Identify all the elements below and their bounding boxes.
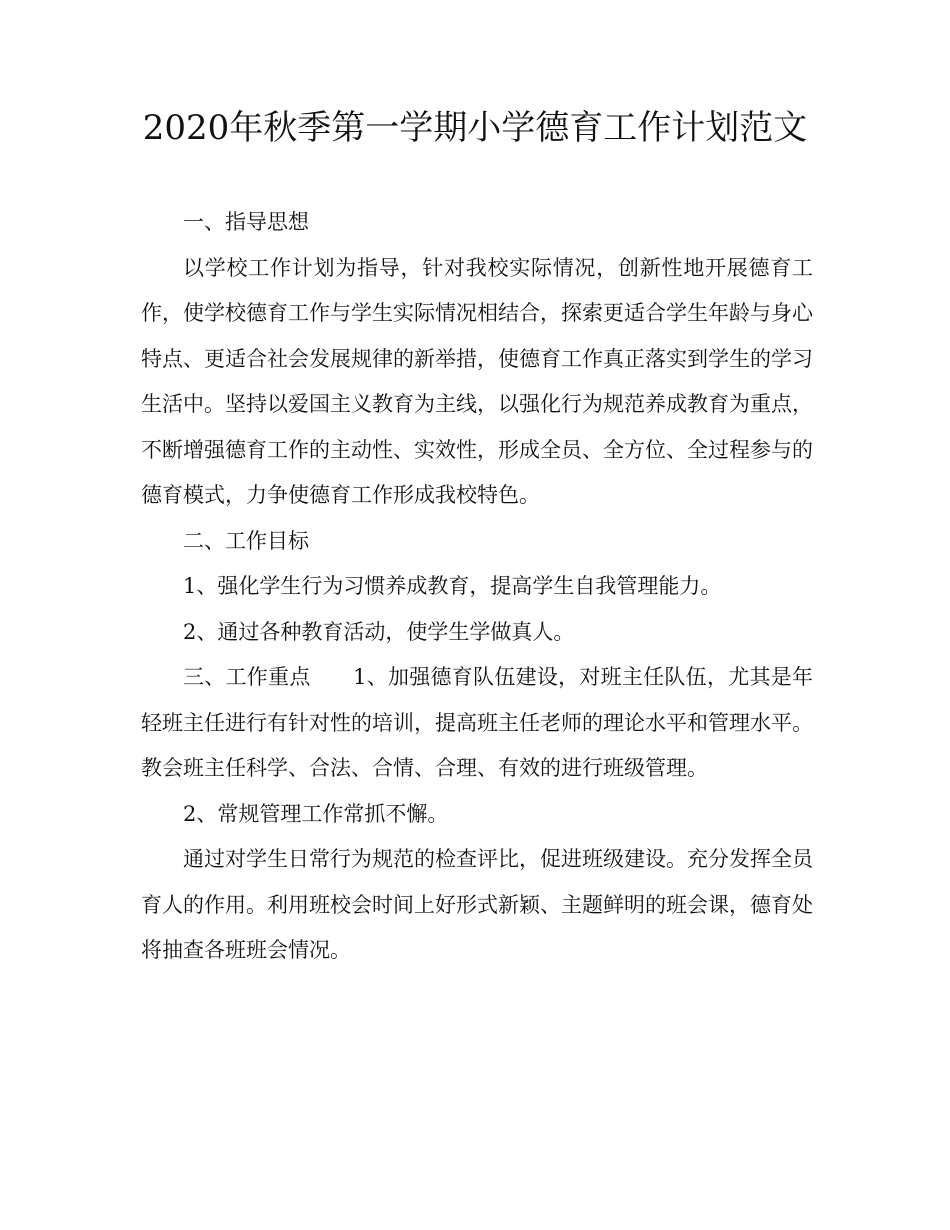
paragraph-goal-2: 2、通过各种教育活动，使学生学做真人。 bbox=[183, 619, 575, 644]
paragraph-guiding-ideology: 以学校工作计划为指导，针对我校实际情况，创新性地开展德育工作，使学校德育工作与学生实际情况相结合，探索更适合学生年龄与身心特点、更适合社会发展规律的新举措，使德育工作真正落实到学生的学习生活中。坚持以爱国主义教育为主线，以强化行为规范养成教育为重点，不断增强德育工作的主动性、实效性，形成全员、全方位、全过程参与的德育模式，力争使德育工作形成我校特色。 bbox=[141, 255, 813, 507]
document-body bbox=[141, 200, 813, 974]
paragraph-key-work-1: 三、工作重点 1、加强德育队伍建设，对班主任队伍，尤其是年轻班主任进行有针对性的培训，提高班主任老师的理论水平和管理水平。教会班主任科学、合法、合情、合理、有效的进行班级管理。 bbox=[141, 665, 813, 780]
paragraph-goal-1: 1、强化学生行为习惯养成教育，提高学生自我管理能力。 bbox=[183, 574, 722, 598]
document-title: 2020年秋季第一学期小学德育工作计划范文 bbox=[142, 108, 808, 148]
section-heading-work-goals: 二、工作目标 bbox=[183, 528, 309, 553]
paragraph-key-work-2: 2、常规管理工作常抓不懈。 bbox=[183, 801, 449, 826]
paragraph-key-work-2-detail: 通过对学生日常行为规范的检查评比，促进班级建设。充分发挥全员育人的作用。利用班校会时间上好形式新颖、主题鲜明的班会课，德育处将抽查各班班会情况。 bbox=[141, 847, 813, 962]
section-heading-guiding-ideology: 一、指导思想 bbox=[183, 210, 309, 234]
